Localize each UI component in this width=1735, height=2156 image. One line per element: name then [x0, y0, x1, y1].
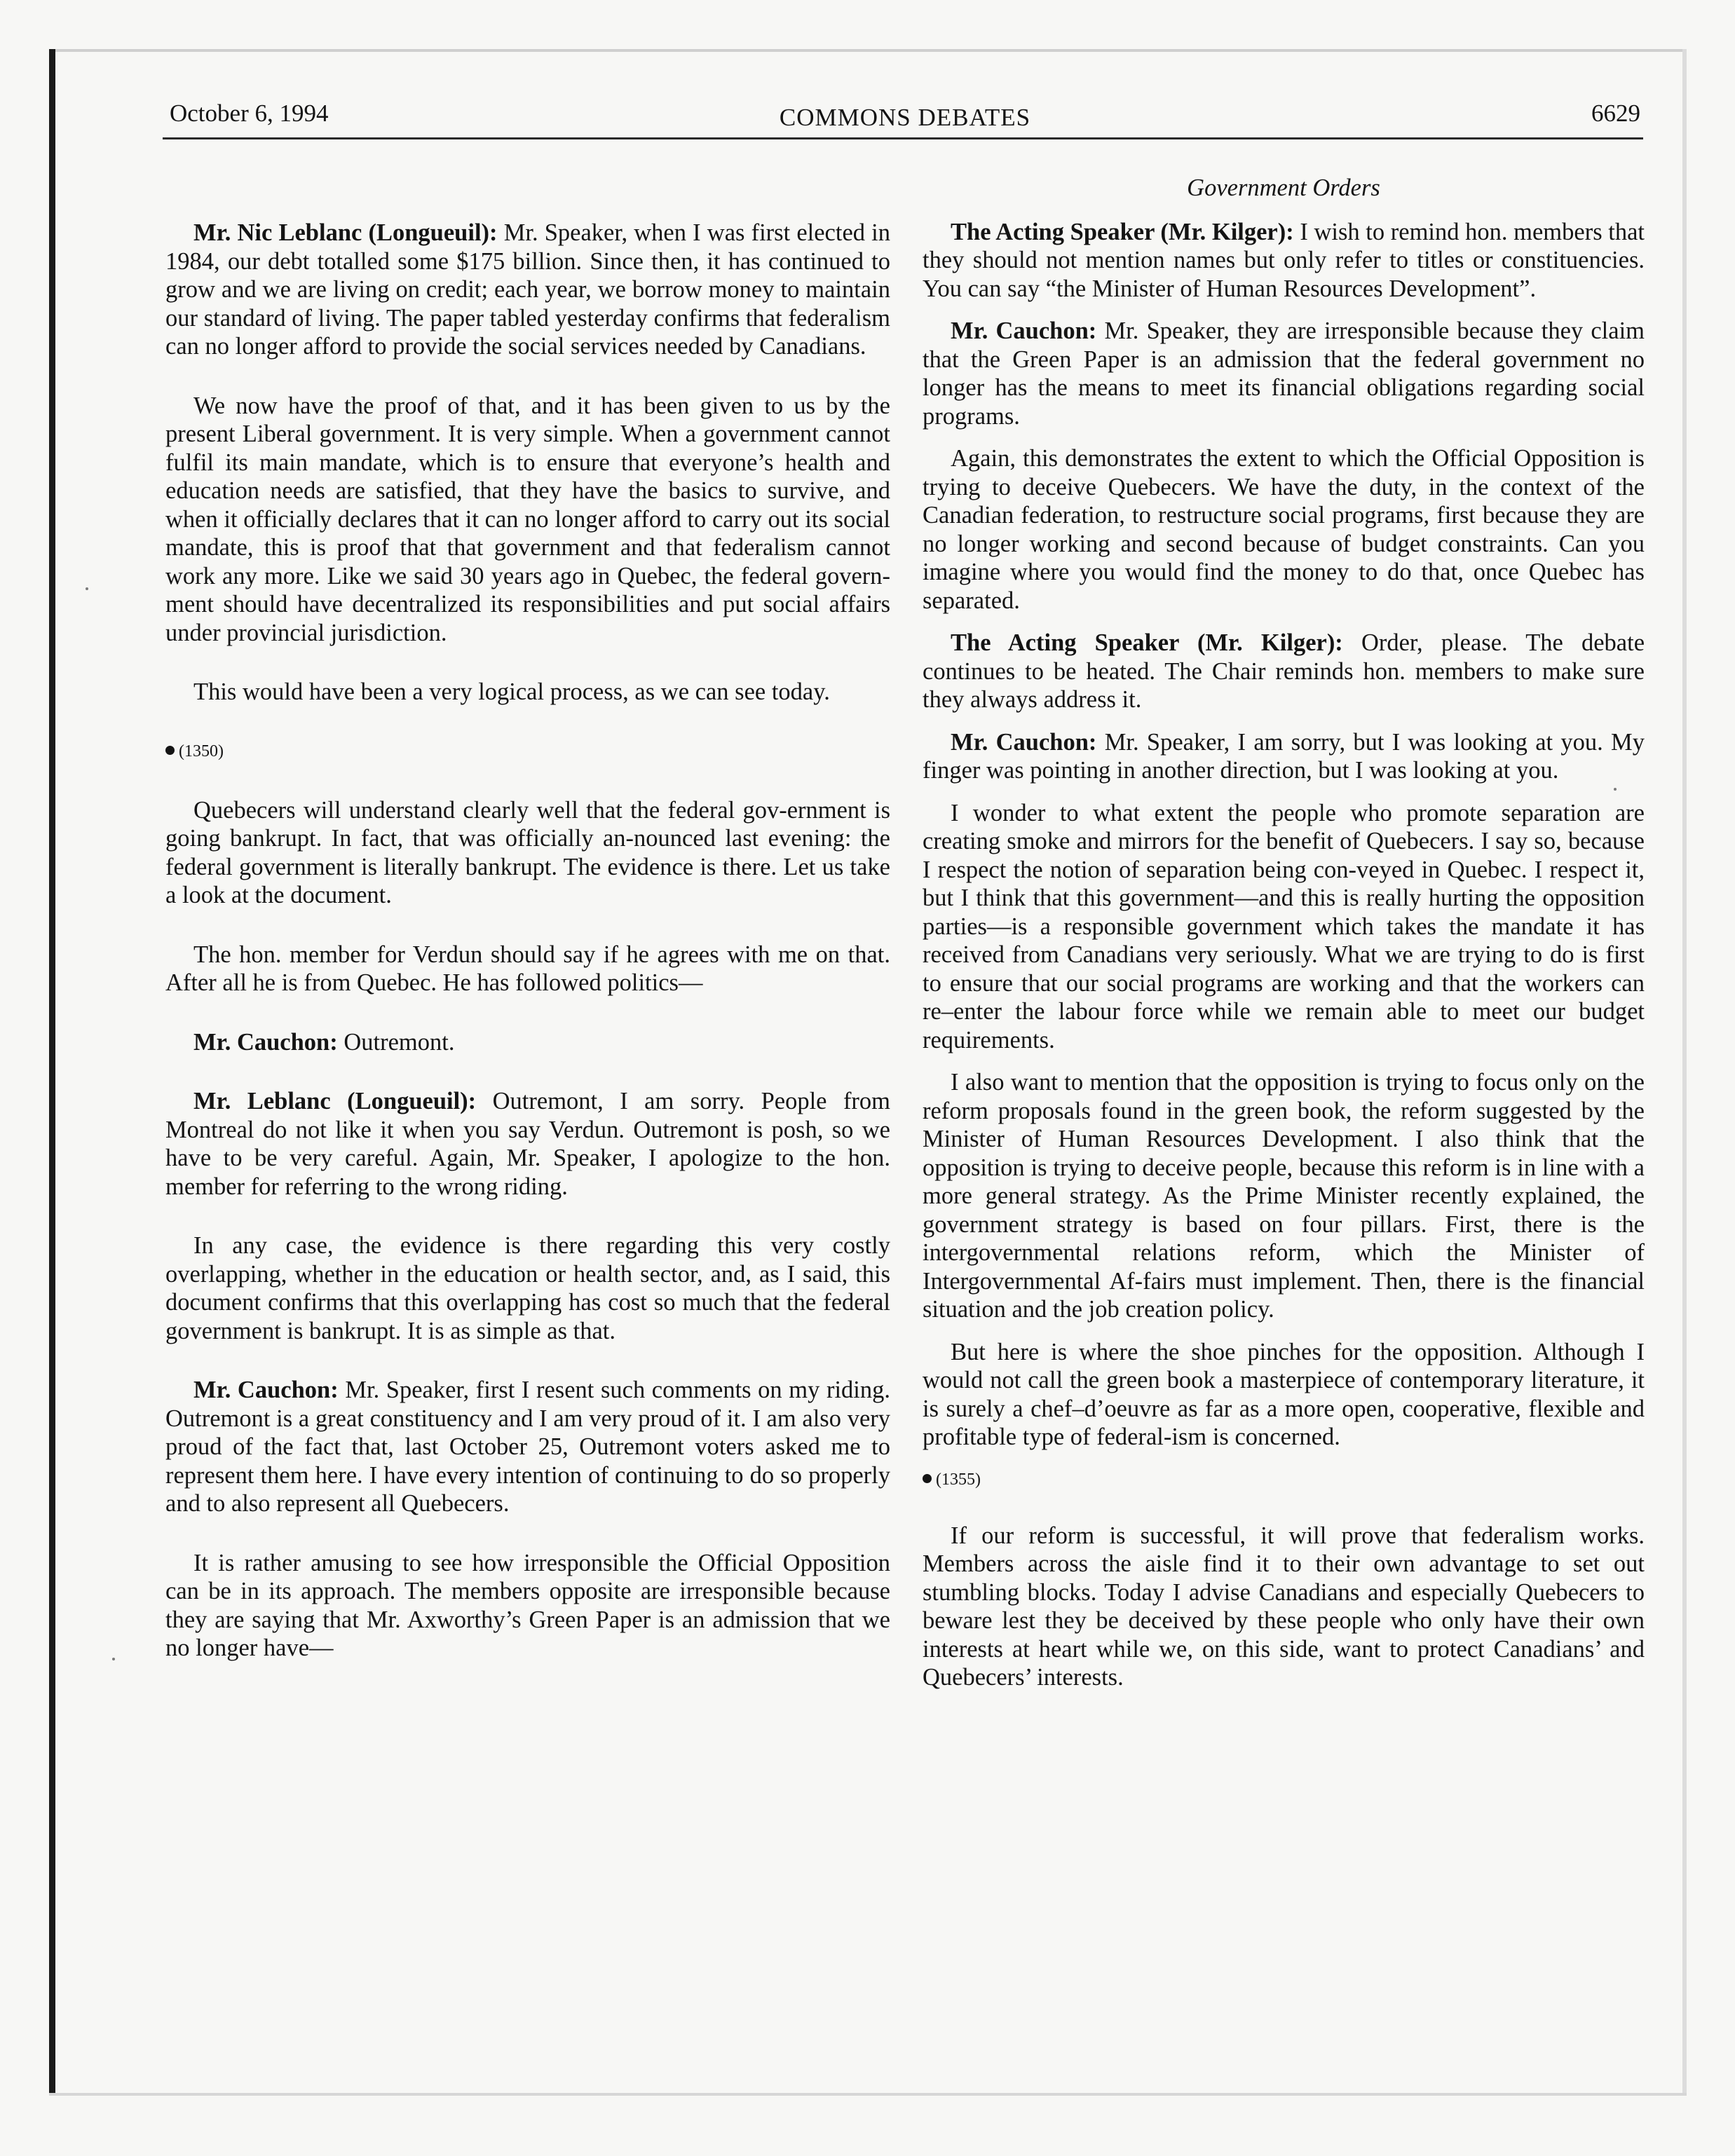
scan-binding-edge [49, 49, 55, 2096]
paragraph [923, 317, 1645, 430]
section-heading: Government Orders [1187, 175, 1380, 201]
paragraph: In any case, the evidence is there regarding this very costly overlapping, whether in the education or health sector, and, as I said, this document confirms that this overlapping has cost so much that the federal government is bankrupt. It is as simple as that. [165, 1232, 890, 1344]
time-marker [923, 1466, 1645, 1494]
speaker-name: The Acting Speaker (Mr. Kilger): [951, 218, 1294, 245]
paragraph-text: Mr. Speaker, they are irresponsible because they claim that the Green Paper is an admission that the federal government no longer has the means to meet its financial obligations regarding social programs. [923, 318, 1645, 430]
speaker-name: Mr. Nic Leblanc (Longueuil): [193, 219, 498, 246]
header-publication: COMMONS DEBATES [779, 104, 1031, 131]
scan-speck [86, 587, 88, 590]
paragraph [923, 728, 1645, 785]
paragraph [923, 629, 1645, 714]
time-marker [165, 737, 890, 765]
paragraph: We now have the proof of that, and it has been given to us by the present Liberal government. It is very simple. When a government cannot fulfil its main mandate, which is to ensure that everyone’s health and education needs are satisfied, that they have the basics to survive, and when it officially declares that it can no longer afford to carry out its social mandate, this is proof that that government and that federalism cannot work any more. Like we said 30 years ago in Quebec, the federal govern-ment should have decentralized its responsibilities and put social affairs under provincial jurisdiction. [165, 392, 890, 646]
speaker-name: The Acting Speaker (Mr. Kilger): [951, 629, 1343, 656]
time-marker-label: (1355) [936, 1470, 981, 1489]
left-column [165, 219, 890, 1693]
bullet-icon [923, 1474, 932, 1483]
bullet-icon [165, 746, 175, 755]
paragraph [165, 1376, 890, 1518]
speaker-name: Mr. Cauchon: [193, 1377, 339, 1403]
right-column [923, 174, 1645, 1706]
paragraph-text: I wish to remind hon. members that they should not mention names but only refer to titles or constituencies. You can say “the Minister of Human Resources Development”. [923, 218, 1645, 302]
paragraph [165, 1028, 890, 1057]
header-page-number: 6629 [1591, 100, 1640, 127]
scan-speck [112, 1658, 115, 1660]
paragraph: The hon. member for Verdun should say if he agrees with me on that. After all he is from Quebec. He has followed politics— [165, 941, 890, 996]
paragraph [165, 1087, 890, 1201]
paragraph-text: Outremont. [343, 1028, 455, 1056]
paragraph: I also want to mention that the opposition is trying to focus only on the reform proposals found in the green book, the reform suggested by the Minister of Human Resources Development. I also think that the opposition is trying to deceive people, because this reform is in line with a more general strategy. As the Prime Minister recently explained, the government strategy is based on four pillars. First, there is the intergovernmental relations reform, which the Minister of Intergovernmental Af-fairs must implement. Then, there is the financial situation and the job creation policy. [923, 1069, 1645, 1323]
paragraph-text: Mr. Speaker, I am sorry, but I was looking at you. My finger was pointing in another direction, but I was looking at you. [923, 728, 1645, 784]
paragraph-text: Outremont, I am sorry. People from Montreal do not like it when you say Verdun. Outremont is posh, so we have to be very careful. Again, Mr. Speaker, I apologize to the hon. member for referring to the wrong riding. [165, 1088, 891, 1200]
speaker-name: Mr. Cauchon: [951, 728, 1097, 756]
paragraph: But here is where the shoe pinches for the opposition. Although I would not call the green book a masterpiece of contemporary literature, it is surely a chef–d’oeuvre as far as a more open, cooperative, flexible and profitable type of federal-ism is concerned. [923, 1338, 1645, 1450]
speaker-name: Mr. Leblanc (Longueuil): [193, 1088, 477, 1114]
header-rule [163, 137, 1643, 139]
paragraph [165, 219, 890, 361]
paragraph: This would have been a very logical process, as we can see today. [193, 678, 830, 705]
scan-right-edge [1682, 49, 1687, 2096]
page-header [170, 98, 1640, 135]
header-date: October 6, 1994 [170, 100, 329, 127]
speaker-name: Mr. Cauchon: [193, 1028, 338, 1056]
paragraph: If our reform is successful, it will prove that federalism works. Members across the aisle find it to their own advantage to set out stumbling blocks. Today I advise Canadians and especially Quebecers to beware lest they be deceived by these people who only have their own interests at heart while we, on this side, want to protect Canadians’ and Quebecers’ interests. [923, 1522, 1645, 1691]
paragraph: I wonder to what extent the people who promote separation are creating smoke and mirrors for the benefit of Quebecers. I say so, because I respect the notion of separation being con-veyed in Quebec. I respect it, but I think that this government—and this is really hurting the opposition parties—is a responsible government which takes the mandate it has received from Canadians very seriously. What we are trying to do is first to ensure that our social programs are working and that the workers can re–enter the labour force while we remain able to meet our budget requirements. [923, 799, 1645, 1053]
scan-top-edge [49, 49, 1686, 52]
time-marker-label: (1350) [179, 742, 224, 760]
paragraph: It is rather amusing to see how irresponsible the Official Opposition can be in its approach. The members opposite are irresponsible because they are saying that Mr. Axworthy’s Green Paper is an admission that we no longer have— [165, 1549, 890, 1661]
paragraph-text: Mr. Speaker, when I was first elected in 1984, our debt totalled some $175 billion. Since then, it has continued to grow and we are living on credit; each year, we borrow money to maintain our standard of living. The paper tabled yesterday confirms that federalism can no longer afford to provide the social services needed by Canadians. [165, 219, 891, 360]
paragraph-text: Order, please. The debate continues to be heated. The Chair reminds hon. members to make sure they always address it. [923, 629, 1645, 713]
paragraph: Again, this demonstrates the extent to which the Official Opposition is trying to deceive Quebecers. We have the duty, in the context of the Canadian federation, to restructure social programs, first because they are no longer working and second because of budget constraints. Can you imagine where you would find the money to do that, once Quebec has separated. [923, 445, 1645, 614]
speaker-name: Mr. Cauchon: [951, 318, 1097, 344]
paragraph-text: Mr. Speaker, first I resent such comments on my riding. Outremont is a great constituency and I am very proud of it. I am also very proud of the fact that, last October 25, Outremont voters asked me to represent them here. I have every intention of continuing to do so properly and to also represent all Quebecers. [165, 1377, 890, 1517]
scan-bottom-edge [49, 2093, 1687, 2096]
paragraph [923, 218, 1645, 303]
paragraph: Quebecers will understand clearly well that the federal gov-ernment is going bankrupt. In fact, that was officially an-nounced last evening: the federal government is literally bankrupt. The evidence is there. Let us take a look at the document. [165, 796, 890, 908]
